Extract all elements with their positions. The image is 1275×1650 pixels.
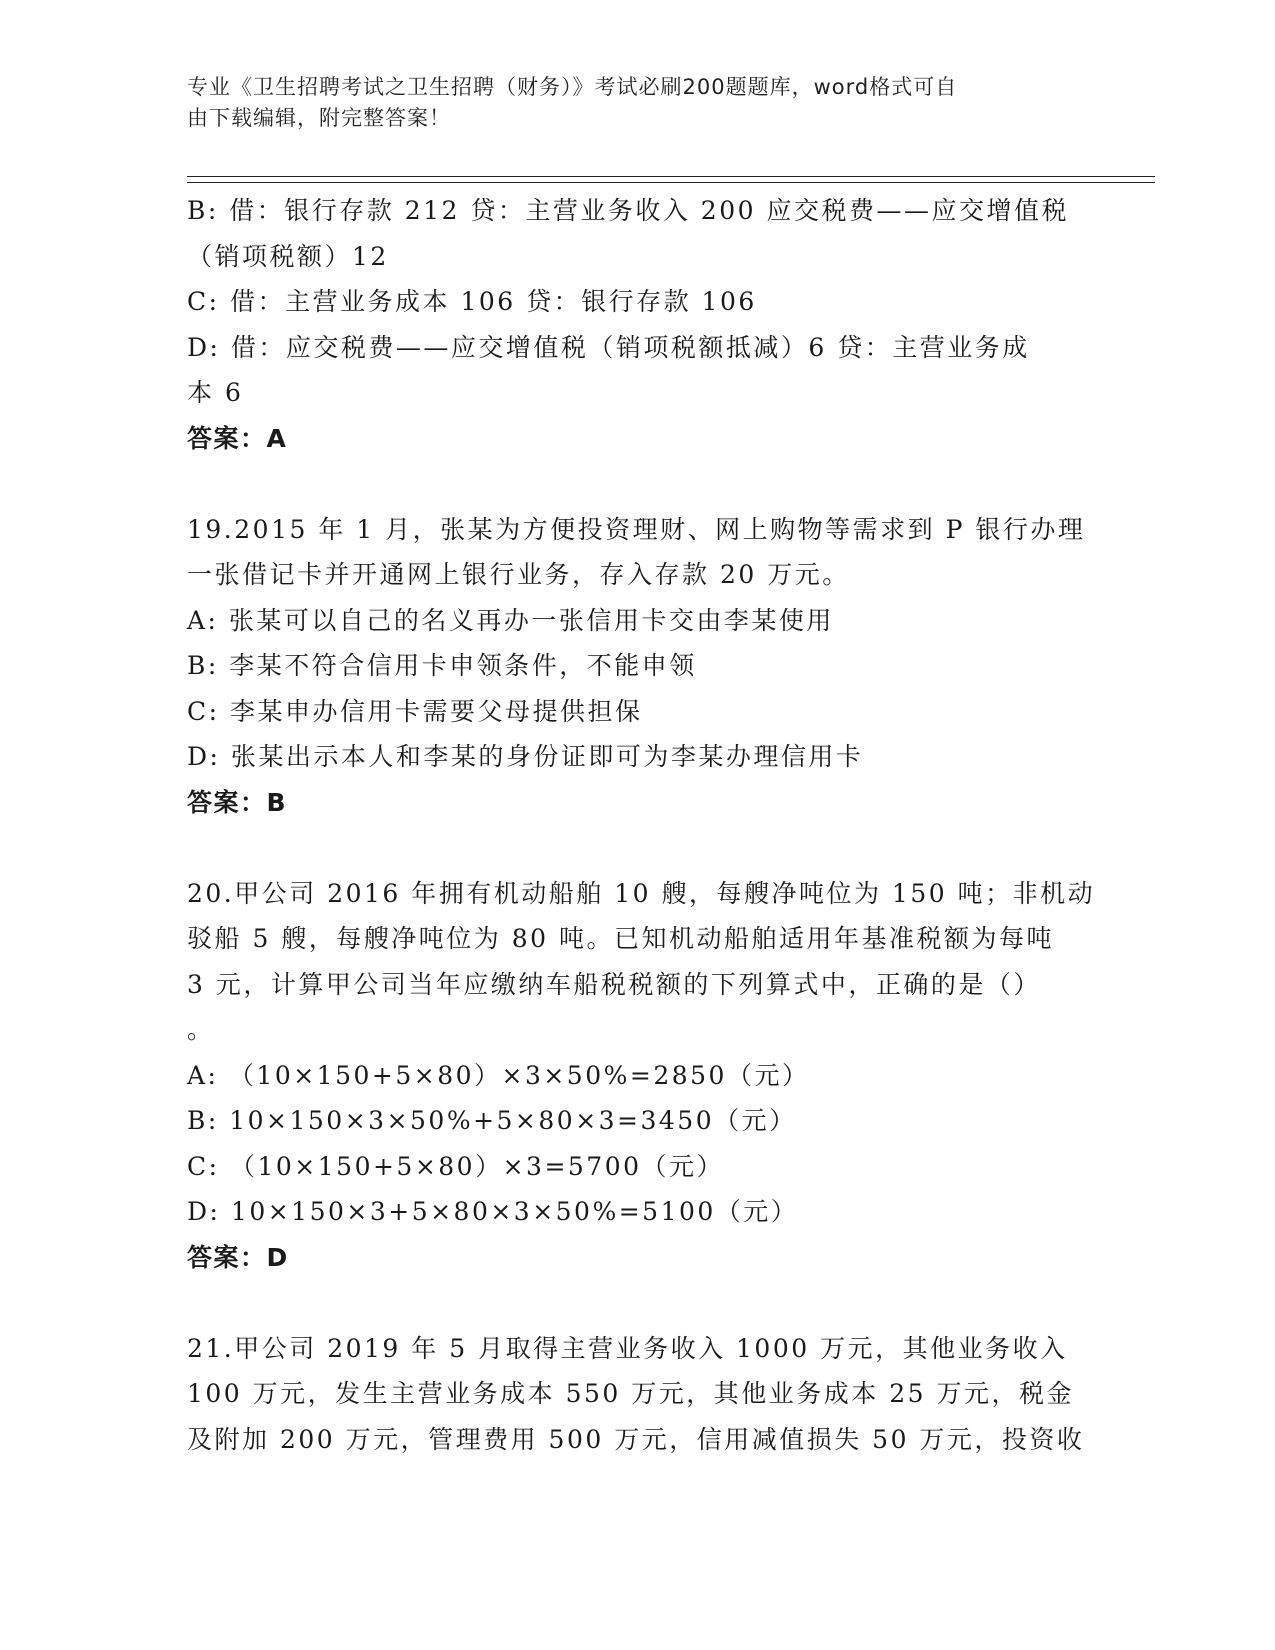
question-stem-continued: 100 万元，发生主营业务成本 550 万元，其他业务成本 25 万元，税金 (187, 1379, 1074, 1408)
option-b: B: 李某不符合信用卡申领条件，不能申领 (187, 651, 697, 680)
spacer (187, 461, 1087, 507)
header-title-line-2: 由下载编辑，附完整答案！ (187, 106, 451, 130)
document-body (187, 188, 1096, 1462)
option-c: C: 李某申办信用卡需要父母提供担保 (187, 696, 643, 726)
option-b: B: 借：银行存款 212 贷：主营业务收入 200 应交税费——应交增值税 (187, 196, 1069, 225)
page-header (187, 72, 1077, 134)
question-stem-continued: 。 (187, 1015, 215, 1044)
option-a: A: （10×150+5×80）×3×50%=2850（元） (187, 1060, 810, 1090)
question-stem: 20.甲公司 2016 年拥有机动船舶 10 艘，每艘净吨位为 150 吨；非机动 (187, 878, 1096, 908)
answer-label: 答案：A (187, 423, 288, 453)
question-stem-continued: 及附加 200 万元，管理费用 500 万元，信用减值损失 50 万元，投资收 (187, 1424, 1085, 1454)
spacer (187, 1280, 1087, 1326)
option-b-continued: （销项税额）12 (187, 241, 389, 271)
question-20 (187, 871, 1096, 1281)
question-21 (187, 1326, 1087, 1463)
question-stem-continued: 驳船 5 艘，每艘净吨位为 80 吨。已知机动船舶适用年基准税额为每吨 (187, 924, 1055, 953)
option-d: D: 借：应交税费——应交增值税（销项税额抵减）6 贷：主营业务成 (187, 332, 1030, 362)
answer-label: 答案：B (187, 787, 288, 817)
question-stem-continued: 一张借记卡并开通网上银行业务，存入存款 20 万元。 (187, 560, 850, 589)
option-d: D: 张某出示本人和李某的身份证即可为李某办理信用卡 (187, 742, 864, 771)
option-d: D: 10×150×3+5×80×3×50%=5100（元） (187, 1197, 799, 1226)
spacer (187, 825, 1087, 871)
option-b: B: 10×150×3×50%+5×80×3=3450（元） (187, 1106, 797, 1135)
option-c: C: 借：主营业务成本 106 贷：银行存款 106 (187, 287, 757, 316)
question-stem-continued: 3 元，计算甲公司当年应缴纳车船税税额的下列算式中，正确的是（） (187, 969, 1041, 999)
answer-label: 答案：D (187, 1242, 289, 1272)
option-a: A: 张某可以自己的名义再办一张信用卡交由李某使用 (187, 605, 834, 635)
header-divider-bottom (187, 182, 1155, 183)
header-divider-top (187, 176, 1155, 177)
question-19 (187, 507, 1087, 826)
question-stem: 19.2015 年 1 月，张某为方便投资理财、网上购物等需求到 P 银行办理 (187, 514, 1086, 544)
question-18-continued (187, 188, 1087, 461)
option-d-continued: 本 6 (187, 378, 244, 407)
option-c: C: （10×150+5×80）×3=5700（元） (187, 1151, 725, 1181)
header-title-line-1: 专业《卫生招聘考试之卫生招聘（财务）》考试必刷200题题库，word格式可自 (187, 75, 958, 99)
question-stem: 21.甲公司 2019 年 5 月取得主营业务收入 1000 万元，其他业务收入 (187, 1333, 1068, 1363)
